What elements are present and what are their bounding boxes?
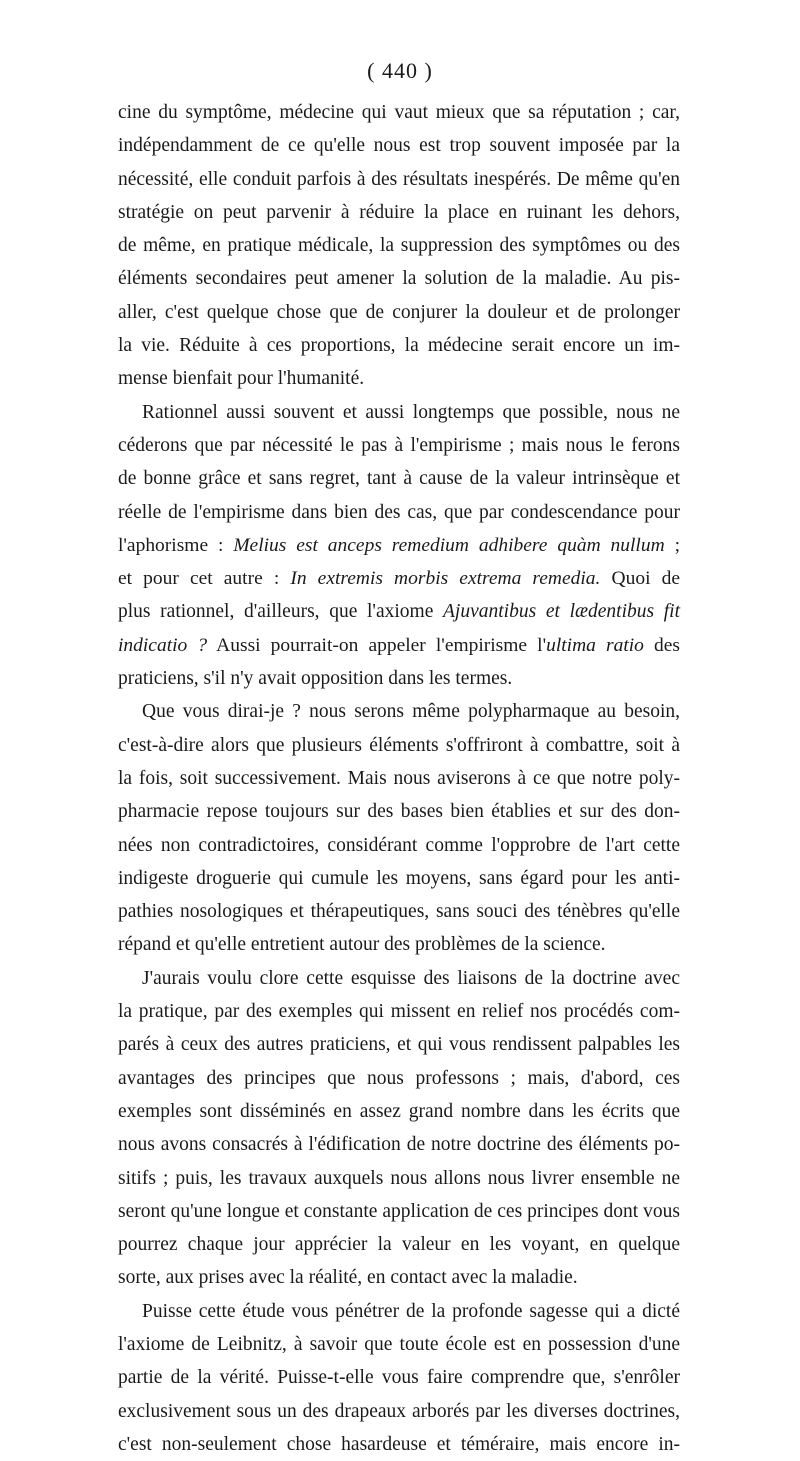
- text-line: [118, 1028, 680, 1061]
- italic-text: Ajuvantibus et lædentibus fit: [443, 601, 680, 623]
- italic-text: ultima ratio: [546, 634, 644, 656]
- text-line: [118, 662, 680, 695]
- text-run: l'aphorisme :: [118, 534, 234, 556]
- text-run: indépendamment de ce qu'elle nous est trop souvent imposée par la: [118, 135, 680, 157]
- text-line: [118, 629, 680, 662]
- text-run: parés à ceux des autres praticiens, et qui vous rendissent palpables les: [118, 1034, 680, 1056]
- text-line: [118, 695, 680, 728]
- text-run: stratégie on peut parvenir à réduire la place en ruinant les dehors,: [118, 201, 680, 223]
- text-line: [118, 1361, 680, 1394]
- text-run: de bonne grâce et sans regret, tant à cause de la valeur intrinsèque et: [118, 468, 680, 490]
- page-number: ( 440 ): [367, 58, 433, 83]
- text-run: éléments secondaires peut amener la solution de la maladie. Au pis-: [118, 268, 680, 290]
- text-line: [118, 995, 680, 1028]
- text-run: pourrez chaque jour apprécier la valeur en les voyant, en quelque: [118, 1234, 680, 1256]
- text-run: Aussi pourrait-on appeler l'empirisme l': [207, 634, 547, 656]
- text-run: exemples sont disséminés en assez grand nombre dans les écrits que: [118, 1100, 680, 1122]
- text-line: [118, 396, 680, 429]
- text-run: la pratique, par des exemples qui missent en relief nos procédés com-: [118, 1001, 680, 1023]
- text-run: et pour cet autre :: [118, 568, 291, 590]
- text-line: [118, 163, 680, 196]
- text-line: [118, 196, 680, 229]
- text-run: répand et qu'elle entretient autour des problèmes de la science.: [118, 934, 606, 956]
- text-run: indigeste droguerie qui cumule les moyens, sans égard pour les anti-: [118, 867, 680, 889]
- body-text: [118, 96, 680, 1461]
- text-run: exclusivement sous un des drapeaux arborés par les diverses doctrines,: [118, 1400, 680, 1422]
- text-run: Rationnel aussi souvent et aussi longtemps que possible, nous ne: [142, 401, 680, 423]
- text-line: [118, 1062, 680, 1095]
- text-run: Puisse cette étude vous pénétrer de la profonde sagesse qui a dicté: [142, 1300, 680, 1322]
- text-line: [118, 362, 680, 395]
- text-run: partie de la vérité. Puisse-t-elle vous faire comprendre que, s'enrôler: [118, 1367, 680, 1389]
- text-run: J'aurais voulu clore cette esquisse des liaisons de la doctrine avec: [142, 967, 680, 989]
- text-line: [118, 762, 680, 795]
- text-line: [118, 562, 680, 595]
- text-line: [118, 595, 680, 628]
- text-run: nées non contradictoires, considérant comme l'opprobre de l'art cette: [118, 834, 680, 856]
- text-run: Que vous dirai-je ? nous serons même polypharmaque au besoin,: [142, 701, 680, 723]
- text-run: praticiens, s'il n'y avait opposition dans les termes.: [118, 668, 513, 690]
- text-run: céderons que par nécessité le pas à l'empirisme ; mais nous le ferons: [118, 434, 680, 456]
- text-run: avantages des principes que nous professons ; mais, d'abord, ces: [118, 1067, 680, 1089]
- italic-text: In extremis morbis extrema remedia.: [290, 568, 601, 590]
- text-line: [118, 729, 680, 762]
- text-line: [118, 229, 680, 262]
- text-line: [118, 1428, 680, 1461]
- text-line: [118, 296, 680, 329]
- text-line: [118, 795, 680, 828]
- text-run: pharmacie repose toujours sur des bases bien établies et sur des don-: [118, 801, 680, 823]
- text-run: seront qu'une longue et constante application de ces principes dont vous: [118, 1200, 680, 1222]
- text-run: la fois, soit successivement. Mais nous aviserons à ce que notre poly-: [118, 767, 680, 789]
- text-line: [118, 1195, 680, 1228]
- text-line: [118, 96, 680, 129]
- text-run: l'axiome de Leibnitz, à savoir que toute école est en possession d'une: [118, 1333, 680, 1355]
- italic-text: Melius est anceps remedium adhibere quàm nullum: [233, 534, 665, 556]
- text-line: [118, 329, 680, 362]
- text-run: plus rationnel, d'ailleurs, que l'axiome: [118, 601, 444, 623]
- text-line: [118, 496, 680, 529]
- text-line: [118, 829, 680, 862]
- text-line: [118, 1295, 680, 1328]
- text-line: [118, 1328, 680, 1361]
- text-line: [118, 1128, 680, 1161]
- text-line: [118, 1228, 680, 1261]
- text-line: [118, 928, 680, 961]
- text-line: [118, 1261, 680, 1294]
- text-line: [118, 962, 680, 995]
- text-run: Quoi de: [600, 568, 680, 590]
- text-line: [118, 429, 680, 462]
- text-run: aller, c'est quelque chose que de conjurer la douleur et de prolonger: [118, 301, 680, 323]
- text-run: c'est-à-dire alors que plusieurs éléments s'offriront à combattre, soit à: [118, 734, 680, 756]
- text-line: [118, 862, 680, 895]
- text-line: [118, 129, 680, 162]
- text-line: [118, 1162, 680, 1195]
- text-run: des: [643, 634, 681, 656]
- text-line: [118, 262, 680, 295]
- text-run: pathies nosologiques et thérapeutiques, sans souci des ténèbres qu'elle: [118, 901, 680, 923]
- text-run: de même, en pratique médicale, la suppression des symptômes ou des: [118, 235, 680, 257]
- text-line: [118, 1095, 680, 1128]
- text-run: la vie. Réduite à ces proportions, la médecine serait encore un im-: [118, 335, 680, 357]
- text-line: [118, 895, 680, 928]
- text-run: réelle de l'empirisme dans bien des cas, que par condescendance pour: [118, 501, 680, 523]
- text-run: nous avons consacrés à l'édification de notre doctrine des éléments po-: [118, 1134, 680, 1156]
- text-run: cine du symptôme, médecine qui vaut mieux que sa réputation ; car,: [118, 102, 680, 123]
- text-run: mense bienfait pour l'humanité.: [118, 368, 365, 390]
- text-line: [118, 529, 680, 562]
- italic-text: indicatio ?: [118, 634, 208, 656]
- text-line: [118, 462, 680, 495]
- text-line: [118, 1395, 680, 1428]
- text-run: c'est non-seulement chose hasardeuse et téméraire, mais encore in-: [118, 1433, 680, 1455]
- text-run: sorte, aux prises avec la réalité, en contact avec la maladie.: [118, 1267, 578, 1289]
- text-run: sitifs ; puis, les travaux auxquels nous allons nous livrer ensemble ne: [118, 1167, 680, 1189]
- text-run: ;: [664, 534, 680, 556]
- text-run: nécessité, elle conduit parfois à des résultats inespérés. De même qu'en: [118, 168, 680, 190]
